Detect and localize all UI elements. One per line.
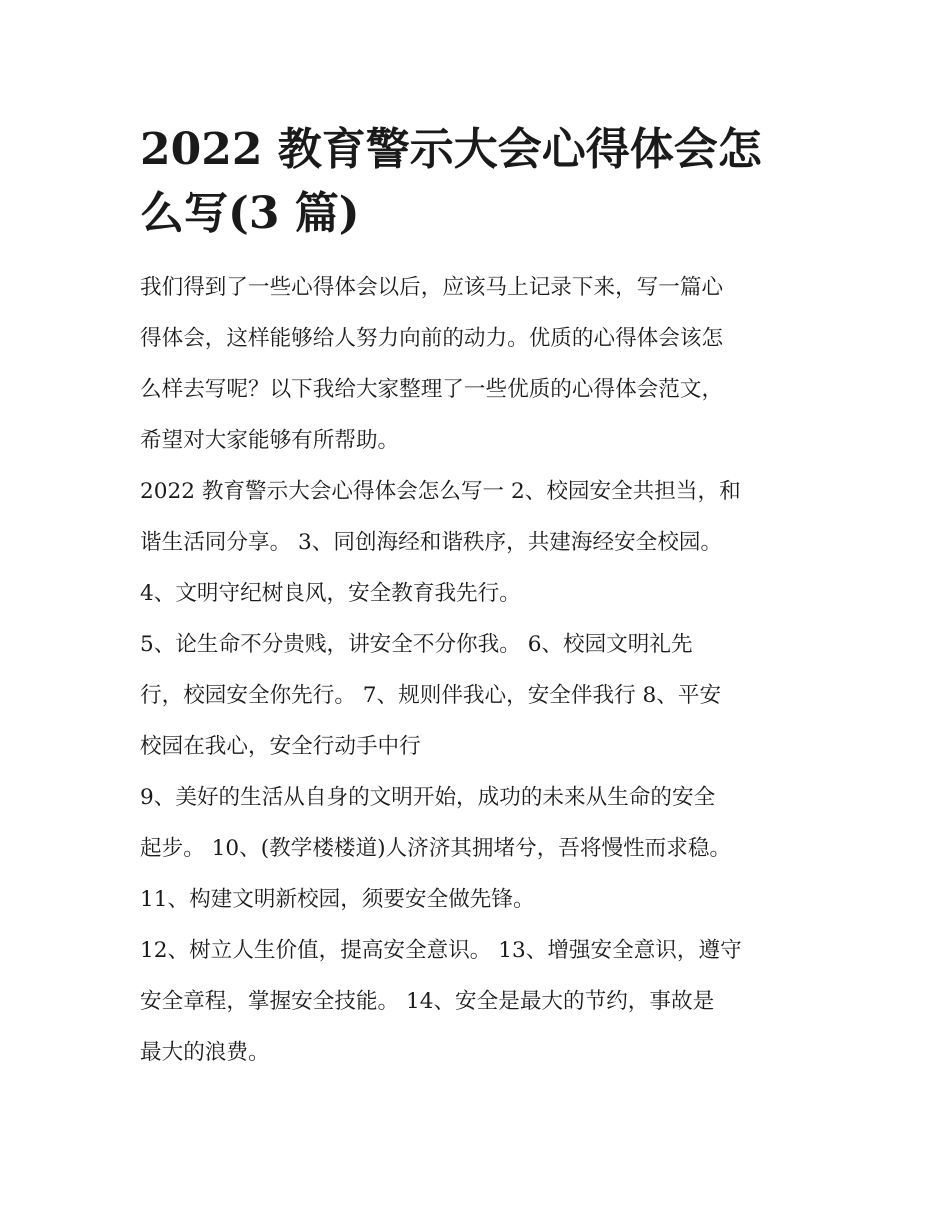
text-line: 安全章程，掌握安全技能。 14、安全是最大的节约，事故是 <box>140 989 715 1014</box>
slogan-paragraph <box>140 619 812 772</box>
slogan-paragraph <box>140 466 812 568</box>
text-line: 11、构建文明新校园，须要安全做先锋。 <box>140 887 535 912</box>
document-body <box>140 262 812 1078</box>
document-title <box>140 118 812 246</box>
text-line: 5、论生命不分贵贱，讲安全不分你我。 6、校园文明礼先 <box>140 632 693 657</box>
text-line: 校园在我心，安全行动手中行 <box>140 734 421 759</box>
text-line: 9、美好的生活从自身的文明开始，成功的未来从生命的安全 <box>140 785 716 810</box>
document-page <box>140 118 812 1078</box>
text-line: 最大的浪费。 <box>140 1040 270 1065</box>
slogan-paragraph <box>140 772 812 874</box>
text-line: 得体会，这样能够给人努力向前的动力。优质的心得体会该怎 <box>140 326 724 351</box>
text-line: 4、文明守纪树良风，安全教育我先行。 <box>140 581 521 606</box>
text-line: 希望对大家能够有所帮助。 <box>140 428 400 453</box>
text-line: 谐生活同分享。 3、同创海经和谐秩序，共建海经安全校园。 <box>140 530 723 555</box>
text-line: 2022 教育警示大会心得体会怎么写一 2、校园安全共担当，和 <box>140 479 741 504</box>
slogan-paragraph <box>140 925 812 1078</box>
text-line: 么样去写呢？以下我给大家整理了一些优质的心得体会范文， <box>140 377 724 402</box>
title-line-1: 2022 教育警示大会心得体会怎 <box>140 124 762 175</box>
text-line: 起步。 10、(教学楼楼道)人济济其拥堵兮，吾将慢性而求稳。 <box>140 836 732 861</box>
text-line: 我们得到了一些心得体会以后，应该马上记录下来，写一篇心 <box>140 275 724 300</box>
text-line: 行，校园安全你先行。 7、规则伴我心，安全伴我行 8、平安 <box>140 683 722 708</box>
text-line: 12、树立人生价值，提高安全意识。 13、增强安全意识，遵守 <box>140 938 742 963</box>
slogan-paragraph <box>140 568 812 619</box>
intro-paragraph <box>140 262 812 466</box>
slogan-paragraph <box>140 874 812 925</box>
title-line-2: 么写(3 篇) <box>140 188 360 239</box>
